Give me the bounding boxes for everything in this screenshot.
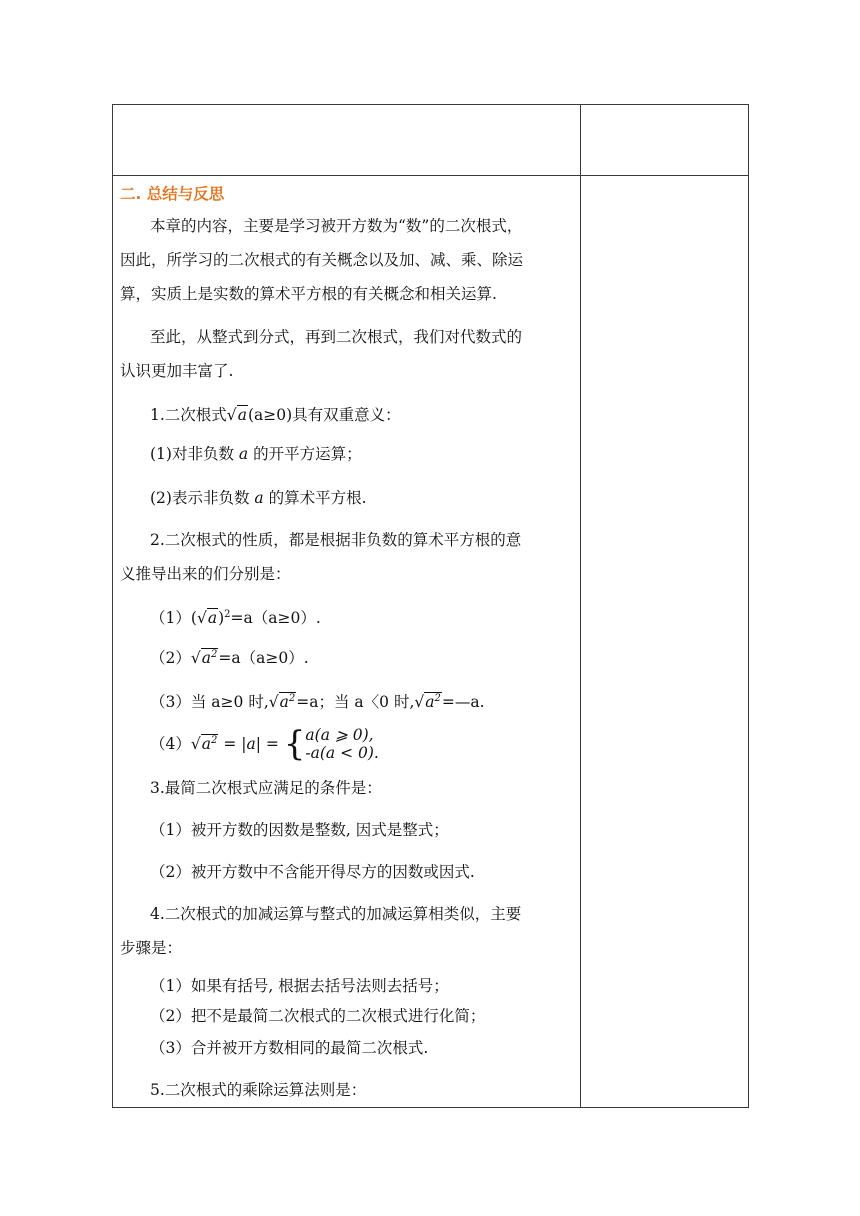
radicand: a	[237, 406, 247, 424]
point3-condition: （2）被开方数中不含能开得尽方的因数或因式.	[150, 863, 475, 881]
sqrt-a-squared: $√a^2$	[190, 648, 218, 667]
point2-title: 2.二次根式的性质，都是根据非负数的算术平方根的意	[150, 531, 522, 549]
point1-title	[150, 405, 401, 425]
intro-paragraph-line: 认识更加丰富了.	[120, 362, 234, 380]
point3-condition: （1）被开方数的因数是整数, 因式是整式；	[150, 821, 449, 839]
text: 当 a≥0 时,	[190, 693, 269, 711]
property-3	[150, 692, 485, 712]
point5-title: 5.二次根式的乘除运算法则是：	[150, 1081, 367, 1099]
point4-title: 步骤是：	[120, 939, 183, 957]
var: a	[238, 445, 249, 463]
var: a	[254, 489, 264, 507]
num: （2）	[150, 649, 191, 667]
section-heading: 二. 总结与反思	[120, 185, 225, 203]
piecewise: {a(a ⩾ 0), -a(a < 0).	[283, 724, 379, 764]
point3-title: 3.最简二次根式应满足的条件是：	[150, 779, 382, 797]
text: = |a| =	[218, 735, 284, 753]
tail: =a（a≥0）.	[218, 649, 309, 667]
point1-item	[150, 488, 367, 508]
num: （3）	[150, 693, 191, 711]
text: (1)对非负数	[150, 445, 239, 463]
sqrt-a: √a	[196, 609, 218, 627]
num: （1）	[150, 609, 191, 627]
text: (2)表示非负数	[150, 489, 255, 507]
point2-title: 义推导出来的们分别是：	[120, 565, 291, 583]
tail: =a（a≥0）.	[230, 609, 321, 627]
text: =a；当 a〈0 时,	[296, 693, 415, 711]
property-4	[150, 726, 379, 772]
intro-paragraph-line: 至此，从整式到分式，再到二次根式，我们对代数式的	[150, 328, 523, 346]
point1-title-post: (a≥0)具有双重意义：	[247, 406, 401, 424]
point1-title-pre: 1.二次根式	[150, 406, 227, 424]
sqrt-a-squared: $√a^2$	[190, 734, 218, 753]
text: =—a.	[441, 693, 485, 711]
point4-step: （1）如果有括号, 根据去括号法则去括号；	[150, 977, 449, 995]
point4-step: （3）合并被开方数相同的最简二次根式.	[150, 1039, 429, 1057]
text: 的算术平方根.	[263, 489, 367, 507]
point4-title: 4.二次根式的加减运算与整式的加减运算相类似，主要	[150, 905, 522, 923]
sqrt-a-squared: $√a^2$	[414, 692, 441, 711]
num: （4）	[150, 735, 191, 753]
intro-paragraph-line: 算，实质上是实数的算术平方根的有关概念和相关运算.	[120, 285, 497, 303]
property-2	[150, 648, 309, 668]
sqrt-a-squared: $√a^2$	[268, 692, 296, 711]
point1-item	[150, 444, 362, 464]
case: -a(a < 0).	[305, 744, 379, 762]
sqrt-a: √a	[226, 406, 247, 424]
intro-paragraph-line: 因此，所学习的二次根式的有关概念以及加、减、乘、除运	[120, 251, 524, 269]
column-divider	[580, 104, 581, 1108]
intro-paragraph-line: 本章的内容，主要是学习被开方数为“数”的二次根式，	[150, 217, 523, 235]
case: a(a ⩾ 0),	[305, 726, 374, 744]
point4-step: （2）把不是最简二次根式的二次根式进行化简；	[150, 1007, 486, 1025]
row-divider	[112, 175, 749, 176]
property-1: $(1)(√a)^2=a(a\ge 0)$.	[150, 608, 321, 627]
text: 的开平方运算；	[248, 445, 362, 463]
